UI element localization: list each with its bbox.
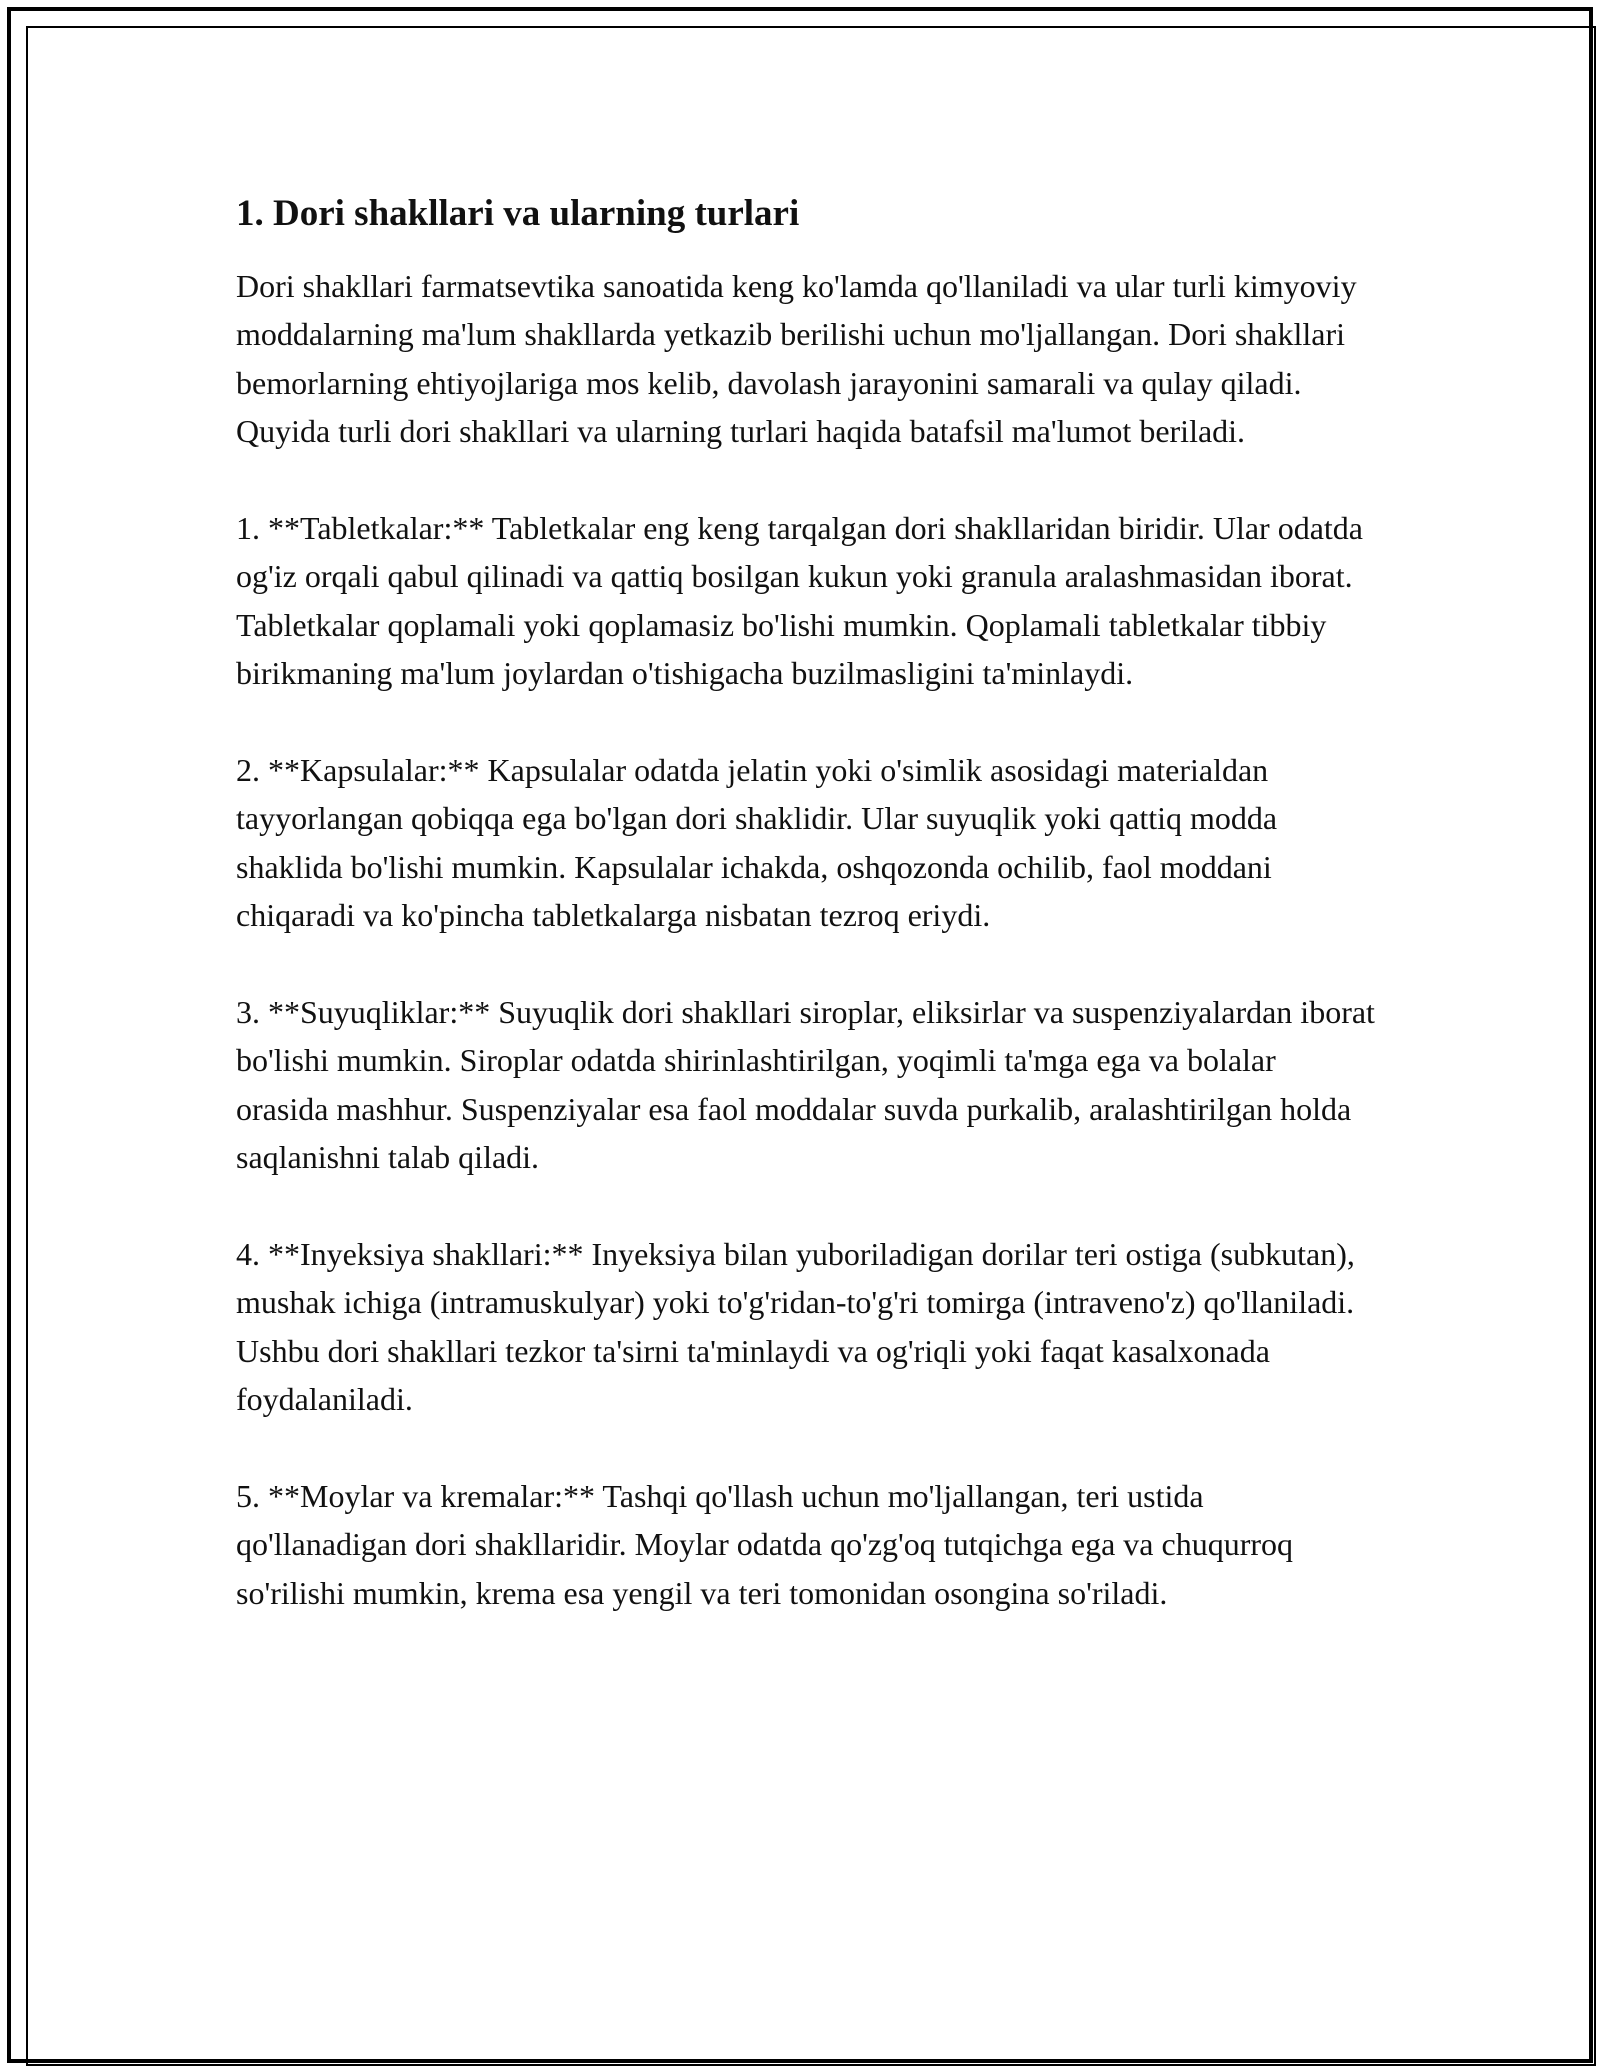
paragraph-spacer [236, 1424, 1376, 1472]
intro-paragraph: Dori shakllari farmatsevtika sanoatida keng ko'lamda qo'llaniladi va ular turli kimyoviy moddalarning ma'lum shakllarda yetkazib berilishi uchun mo'ljallangan. Dori shakllari bemorlarning ehtiyojlariga mos kelib, davolash jarayonini samarali va qulay qiladi. Quyida turli dori shakllari va ularning turlari haqida batafsil ma'lumot beriladi. [236, 268, 1357, 450]
paragraph-spacer [236, 456, 1376, 504]
paragraph-moylar: 5. **Moylar va kremalar:** Tashqi qo'llash uchun mo'ljallangan, teri ustida qo'llanadigan dori shakllaridir. Moylar odatda qo'zg'oq tutqichga ega va chuqurroq so'rilishi mumkin, krema esa yengil va teri tomonidan osongina so'riladi. [236, 1478, 1293, 1611]
paragraph-spacer [236, 940, 1376, 988]
paragraph-spacer [236, 1182, 1376, 1230]
document-content [236, 186, 1376, 1617]
paragraph-suyuqliklar: 3. **Suyuqliklar:** Suyuqlik dori shakllari siroplar, eliksirlar va suspenziyalardan iborat bo'lishi mumkin. Siroplar odatda shirinlashtirilgan, yoqimli ta'mga ega va bolalar orasida mashhur. Suspenziyalar esa faol moddalar suvda purkalib, aralashtirilgan holda saqlanishni talab qiladi. [236, 994, 1375, 1176]
paragraph-inyeksiya: 4. **Inyeksiya shakllari:** Inyeksiya bilan yuboriladigan dorilar teri ostiga (subkutan), mushak ichiga (intramuskulyar) yoki to'g'ridan-to'g'ri tomirga (intraveno'z) qo'llaniladi. Ushbu dori shakllari tezkor ta'sirni ta'minlaydi va og'riqli yoki faqat kasalxonada foydalaniladi. [236, 1236, 1355, 1418]
document-body [236, 262, 1376, 1617]
paragraph-spacer [236, 698, 1376, 746]
paragraph-tabletkalar: 1. **Tabletkalar:** Tabletkalar eng keng tarqalgan dori shakllaridan biridir. Ular odatda og'iz orqali qabul qilinadi va qattiq bosilgan kukun yoki granula aralashmasidan iborat. Tabletkalar qoplamali yoki qoplamasiz bo'lishi mumkin. Qoplamali tabletkalar tibbiy birikmaning ma'lum joylardan o'tishigacha buzilmasligini ta'minlaydi. [236, 510, 1363, 692]
paragraph-kapsulalar: 2. **Kapsulalar:** Kapsulalar odatda jelatin yoki o'simlik asosidagi materialdan tayyorlangan qobiqqa ega bo'lgan dori shaklidir. Ular suyuqlik yoki qattiq modda shaklida bo'lishi mumkin. Kapsulalar ichakda, oshqozonda ochilib, faol moddani chiqaradi va ko'pincha tabletkalarga nisbatan tezroq eriydi. [236, 752, 1278, 934]
document-title: 1. Dori shakllari va ularning turlari [236, 193, 800, 234]
